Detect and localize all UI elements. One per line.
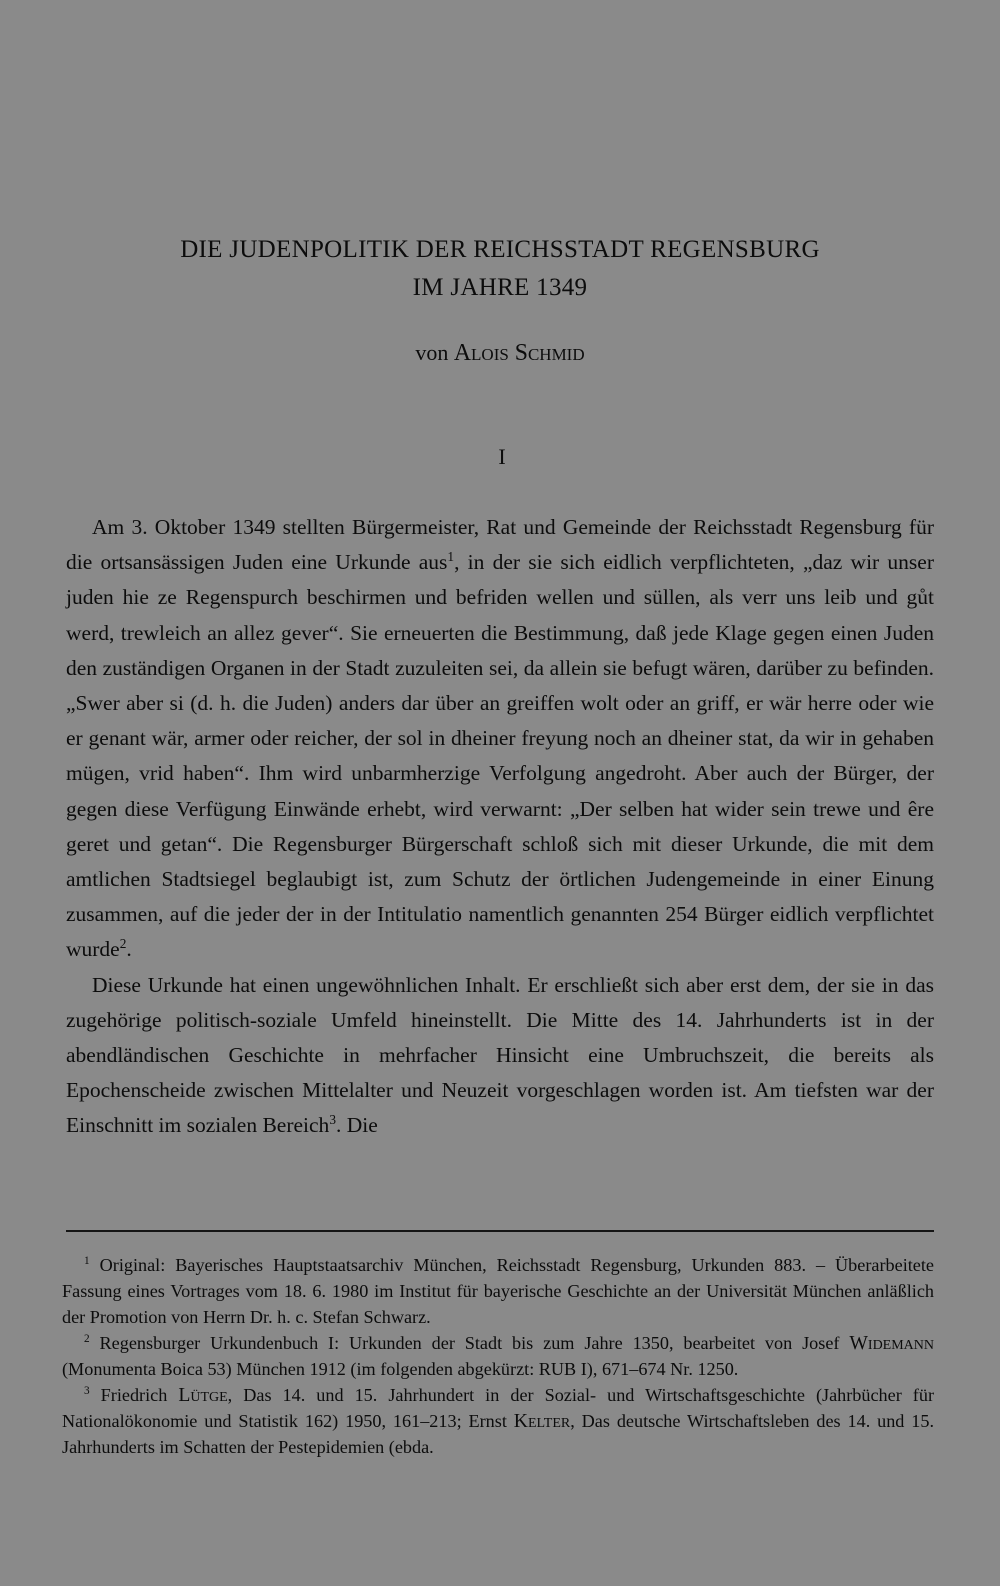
footnote-2	[62, 1330, 934, 1382]
article-title-line-1: DIE JUDENPOLITIK DER REICHSSTADT REGENSBURG	[180, 236, 820, 263]
footnote-1-text: Original: Bayerisches Hauptstaatsarchiv München, Reichsstadt Regensburg, Urkunden 883. – Überarbeitete Fassung eines Vortrages vom 18. 6. 1980 im Institut für bayerische Geschichte an der Universität München anläßlich der Promotion von Herrn Dr. h. c. Stefan Schwarz.	[62, 1255, 935, 1327]
author-prefix: von	[415, 340, 449, 365]
footnote-2-text-b: (Monumenta Boica 53) München 1912 (im folgenden abgekürzt: RUB I), 671–674 Nr. 1250.	[62, 1359, 739, 1379]
footnote-ref-1[interactable]: 1	[447, 549, 455, 565]
footnote-mark-3: 3	[84, 1385, 90, 1398]
body-text	[66, 510, 934, 1144]
footnote-2-text-a: Regensburger Urkundenbuch I: Urkunden der Stadt bis zum Jahre 1350, bearbeitet von Josef	[99, 1333, 840, 1353]
paragraph-2-text-a: Diese Urkunde hat einen ungewöhnlichen Inhalt. Er erschließt sich aber erst dem, der sie in das zugehörige politisch-soziale Umfeld hineinstellt. Die Mitte des 14. Jahrhunderts ist in der abendländischen Geschichte in mehrfacher Hinsicht eine Umbruchszeit, die bereits als Epochenscheide zwischen Mittelalter und Neuzeit vorgeschlagen worden ist. Am tiefsten war der Einschnitt im sozialen Bereich	[66, 972, 934, 1138]
paragraph-1-text-a: Am 3. Oktober 1349 stellten Bürgermeister, Rat und Gemeinde der Reichsstadt Regensburg für die ortsansässigen Juden eine Urkunde aus	[66, 515, 934, 575]
article-title-line-2: IM JAHRE 1349	[412, 274, 588, 301]
footnote-3	[62, 1382, 934, 1460]
footnote-3-author-1: Lütge	[178, 1384, 228, 1406]
footnote-ref-2[interactable]: 2	[119, 936, 127, 952]
footnote-1	[62, 1252, 934, 1330]
footnote-mark-2: 2	[84, 1333, 90, 1346]
footnote-3-author-2: Kelter	[513, 1410, 571, 1432]
footnote-ref-3[interactable]: 3	[329, 1112, 336, 1128]
footnote-3-text-b: , Das 14. und 15. Jahrhundert in der Sozial- und Wirtschaftsgeschichte (Jahrbücher für Nationalökonomie und Statistik 162) 1950, 161–213; Ernst	[62, 1385, 935, 1431]
author-line	[0, 340, 1000, 367]
paragraph-1-text-c: .	[126, 937, 132, 962]
author-name: Alois Schmid	[453, 340, 585, 366]
footnotes	[62, 1252, 934, 1460]
footnote-separator	[66, 1230, 934, 1232]
paragraph-1	[66, 510, 934, 968]
paragraph-1-text-b: , in der sie sich eidlich verpflichteten, „daz wir unser juden hie ze Regenspurch beschirmen und befriden wellen und süllen, als verr uns leib und gůt werd, trewleich an allez gever“. Sie erneuerten die Bestimmung, daß jede Klage gegen einen Juden den zuständigen Organen in der Stadt zuzuleiten sei, da allein sie befugt wären, darüber zu befinden. „Swer aber si (d. h. die Juden) anders dar über an greiffen wolt oder an griff, er wär herre oder wie er genant wär, armer oder reicher, der sol in dheiner freyung noch an dheiner stat, da wir in gehaben mügen, vrid haben“. Ihm wird unbarmherzige Verfolgung angedroht. Aber auch der Bürger, der gegen diese Verfügung Einwände erhebt, wird verwarnt: „Der selben hat wider sein trewe und êre geret und getan“. Die Regensburger Bürgerschaft schloß sich mit dieser Urkunde, die mit dem amtlichen Stadtsiegel beglaubigt ist, zum Schutz der örtlichen Judengemeinde in einer Einung zusammen, auf die jeder der in der Intitulatio namentlich genannten 254 Bürger eidlich verpflichtet wurde	[66, 550, 934, 962]
footnote-3-text-c: , Das deutsche Wirtschaftsleben des 14. und 15. Jahrhunderts im Schatten der Pestepidemien (ebda.	[62, 1411, 935, 1457]
section-numeral: I	[498, 444, 506, 469]
footnote-3-text-a: Friedrich	[100, 1385, 168, 1405]
footnote-mark-1: 1	[84, 1255, 90, 1268]
paragraph-2	[66, 968, 934, 1144]
paragraph-2-text-b: . Die	[335, 1113, 378, 1138]
footnote-2-author: Widemann	[849, 1332, 935, 1354]
